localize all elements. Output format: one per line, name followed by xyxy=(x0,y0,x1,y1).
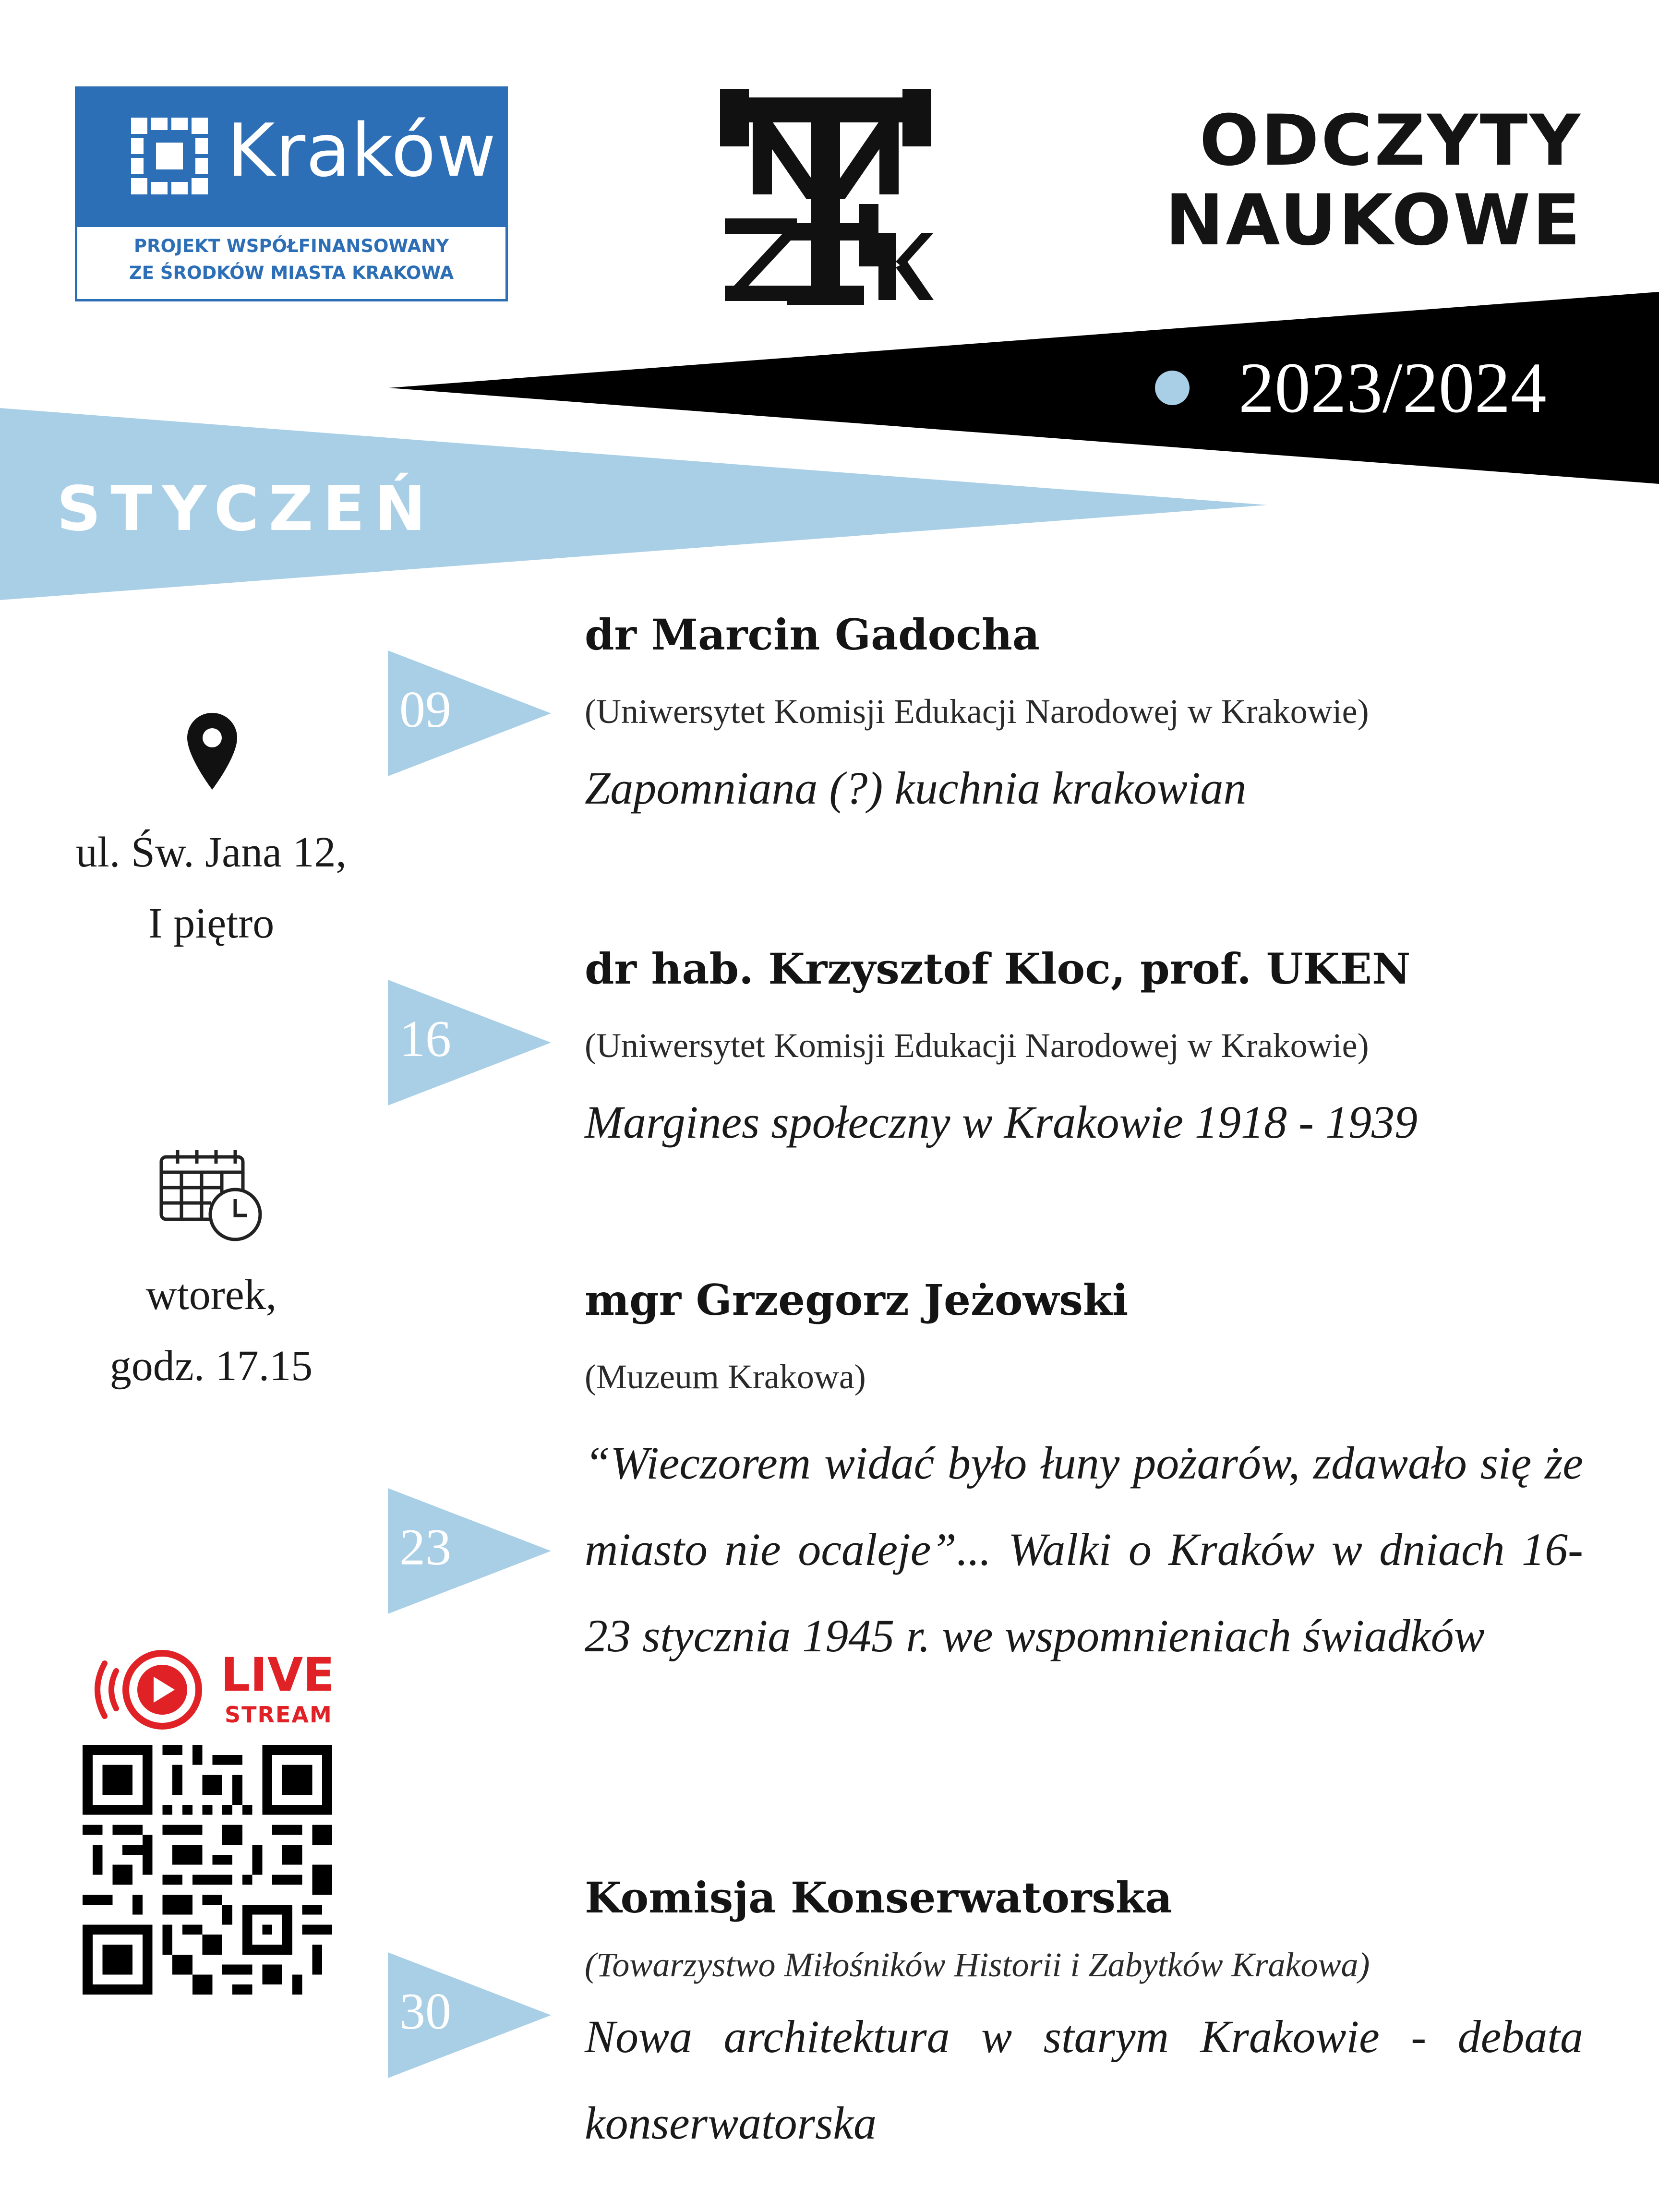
lecture-speaker: dr hab. Krzysztof Kloc, prof. UKEN xyxy=(585,944,1411,994)
lecture-entry xyxy=(585,940,1583,1166)
stream-label: STREAM xyxy=(225,1702,333,1728)
lecture-topic: “Wieczorem widać było łuny pożarów, zdawało się że miasto nie ocaleje”... Walki o Kraków w dniach 16-23 stycznia 1945 r. we wspomnieniach świadków xyxy=(585,1437,1583,1661)
season-label: 2023/2024 xyxy=(1238,348,1547,428)
date-marker xyxy=(388,980,551,1106)
sponsor-subtext-line2: ZE ŚRODKÓW MIASTA KRAKOWA xyxy=(129,263,454,283)
tmhzk-monogram-logo xyxy=(715,89,936,305)
address xyxy=(0,817,422,959)
address-line1: ul. Św. Jana 12, xyxy=(75,829,347,876)
pin-icon xyxy=(187,713,237,790)
date-marker xyxy=(388,1488,551,1614)
lecture-date: 09 xyxy=(399,681,451,738)
sponsor-subtext-line1: PROJEKT WSPÓŁFINANSOWANY xyxy=(134,236,449,256)
lecture-entry xyxy=(585,1869,1583,2166)
title-line2: NAUKOWE xyxy=(1165,180,1582,261)
lecture-date: 16 xyxy=(399,1010,451,1068)
lecture-date: 30 xyxy=(399,1983,451,2040)
bullet-icon xyxy=(1155,371,1190,405)
meeting-time xyxy=(0,1260,422,1402)
lecture-date: 23 xyxy=(399,1519,451,1576)
lecture-entry xyxy=(585,606,1583,831)
lecture-topic: Margines społeczny w Krakowie 1918 - 1939 xyxy=(585,1096,1418,1148)
meeting-day: wtorek, xyxy=(145,1271,277,1319)
live-label: LIVE xyxy=(221,1648,335,1702)
live-stream-badge xyxy=(85,1644,335,1735)
lecture-speaker: dr Marcin Gadocha xyxy=(585,610,1040,660)
krakow-mark-icon xyxy=(131,118,208,194)
date-marker xyxy=(388,1952,551,2078)
lecture-institution: (Uniwersytet Komisji Edukacji Narodowej w Krakowie) xyxy=(585,1026,1369,1065)
krakow-brand-text: Kraków xyxy=(227,108,497,193)
lecture-institution: (Uniwersytet Komisji Edukacji Narodowej w Krakowie) xyxy=(585,692,1369,731)
lecture-speaker: mgr Grzegorz Jeżowski xyxy=(585,1275,1129,1325)
date-marker xyxy=(388,650,551,776)
lecture-institution: (Towarzystwo Miłośników Historii i Zabytków Krakowa) xyxy=(585,1946,1370,1984)
lecture-entry xyxy=(585,1271,1583,1679)
title-line1: ODCZYTY xyxy=(1199,100,1582,181)
calendar-clock-icon xyxy=(158,1147,264,1243)
page-title xyxy=(1165,101,1582,260)
meeting-hour: godz. 17.15 xyxy=(109,1342,313,1390)
krakow-sponsor-logo xyxy=(75,86,508,301)
lecture-topic: Nowa architektura w starym Krakowie - debata konserwatorska xyxy=(585,2011,1583,2149)
live-play-icon xyxy=(85,1644,220,1735)
qr-code-icon[interactable] xyxy=(83,1745,332,1995)
lecture-speaker: Komisja Konserwatorska xyxy=(585,1873,1172,1923)
lecture-topic: Zapomniana (?) kuchnia krakowian xyxy=(585,762,1247,814)
sponsor-subtext xyxy=(77,233,505,287)
month-label: STYCZEŃ xyxy=(57,473,435,545)
lecture-institution: (Muzeum Krakowa) xyxy=(585,1358,866,1396)
address-line2: I piętro xyxy=(148,900,275,947)
